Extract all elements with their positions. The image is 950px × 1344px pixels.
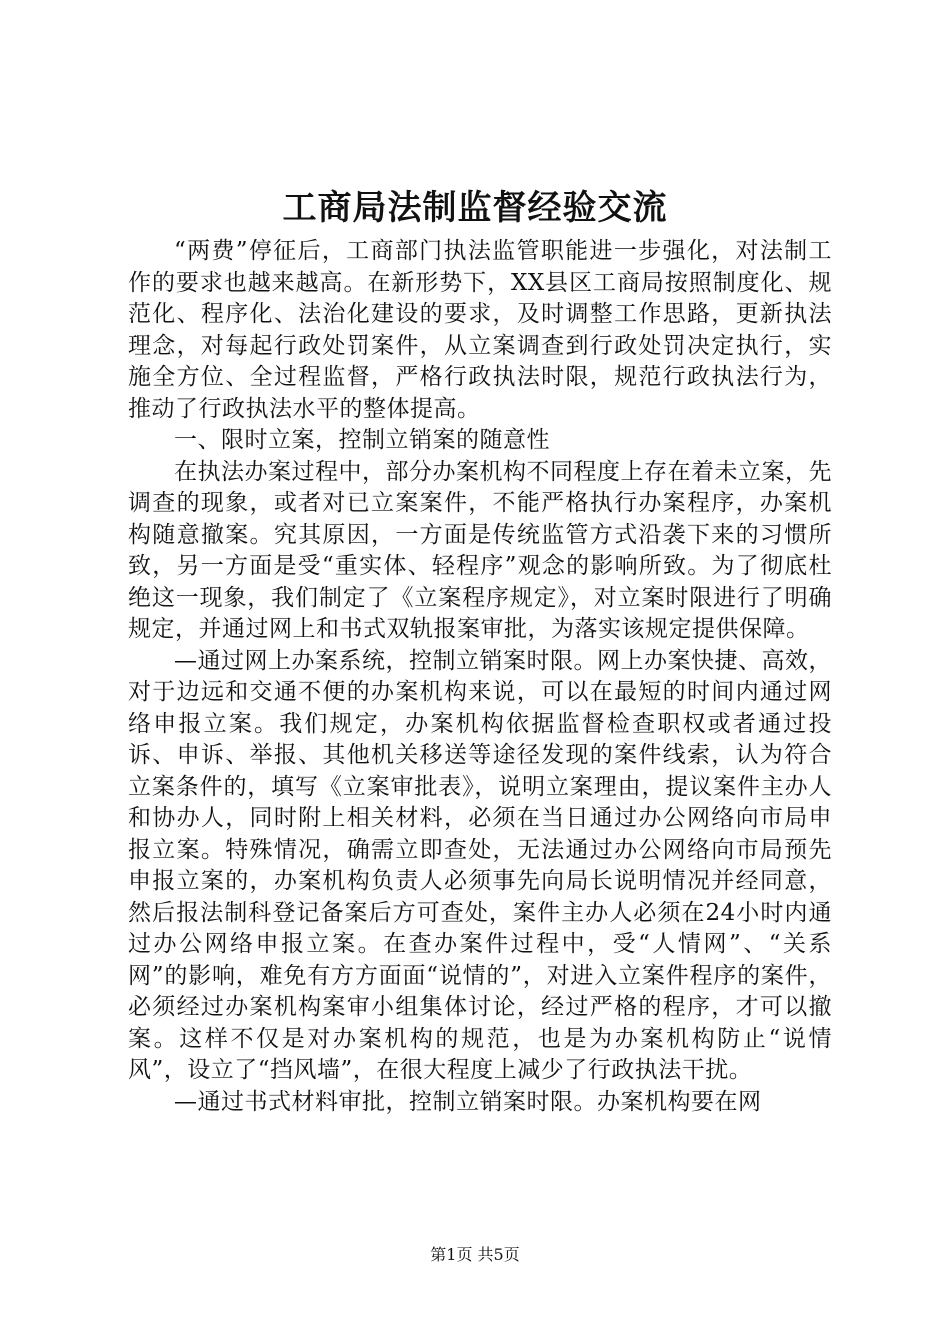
page-footer: 第1页 共5页 bbox=[430, 1245, 520, 1264]
document-title: 工商局法制监督经验交流 bbox=[282, 188, 668, 228]
section-heading-1: 一、限时立案，控制立销案的随意性 bbox=[174, 427, 550, 453]
paragraph-section-1: 在执法办案过程中，部分办案机构不同程度上存在着未立案，先调查的现象，或者对已立案案件，不能严格执行办案程序，办案机构随意撤案。究其原因，一方面是传统监管方式沿袭下来的习惯所致，另一方面是受“重实体、轻程序”观念的影响所致。为了彻底杜绝这一现象，我们制定了《立案程序规定》，对立案时限进行了明确规定，并通过网上和书式双轨报案审批，为落实该规定提供保障。 bbox=[128, 458, 832, 642]
document-body bbox=[128, 236, 832, 1118]
paragraph-written-approval: —通过书式材料审批，控制立销案时限。办案机构要在网 bbox=[174, 1088, 762, 1115]
paragraph-intro: “两费”停征后，工商部门执法监管职能进一步强化，对法制工作的要求也越来越高。在新形势下，XX县区工商局按照制度化、规范化、程序化、法治化建设的要求，及时调整工作思路，更新执法理念，对每起行政处罚案件，从立案调查到行政处罚决定执行，实施全方位、全过程监督，严格行政执法时限，规范行政执法行为，推动了行政执法水平的整体提高。 bbox=[128, 238, 832, 422]
paragraph-online-system: —通过网上办案系统，控制立销案时限。网上办案快捷、高效，对于边远和交通不便的办案机构来说，可以在最短的时间内通过网络申报立案。我们规定，办案机构依据监督检查职权或者通过投诉、申诉、举报、其他机关移送等途径发现的案件线索，认为符合立案条件的，填写《立案审批表》，说明立案理由，提议案件主办人和协办人，同时附上相关材料，必须在当日通过办公网络向市局申报立案。特殊情况，确需立即查处，无法通过办公网络向市局预先申报立案的，办案机构负责人必须事先向局长说明情况并经同意，然后报法制科登记备案后方可查处，案件主办人必须在24小时内通过办公网络申报立案。在查办案件过程中，受“人情网”、“关系网”的影响，难免有方方面面“说情的”，对进入立案件程序的案件，必须经过办案机构案审小组集体讨论，经过严格的程序，才可以撤案。这样不仅是对办案机构的规范，也是为办案机构防止“说情风”，设立了“挡风墙”，在很大程度上减少了行政执法干扰。 bbox=[128, 647, 832, 1083]
